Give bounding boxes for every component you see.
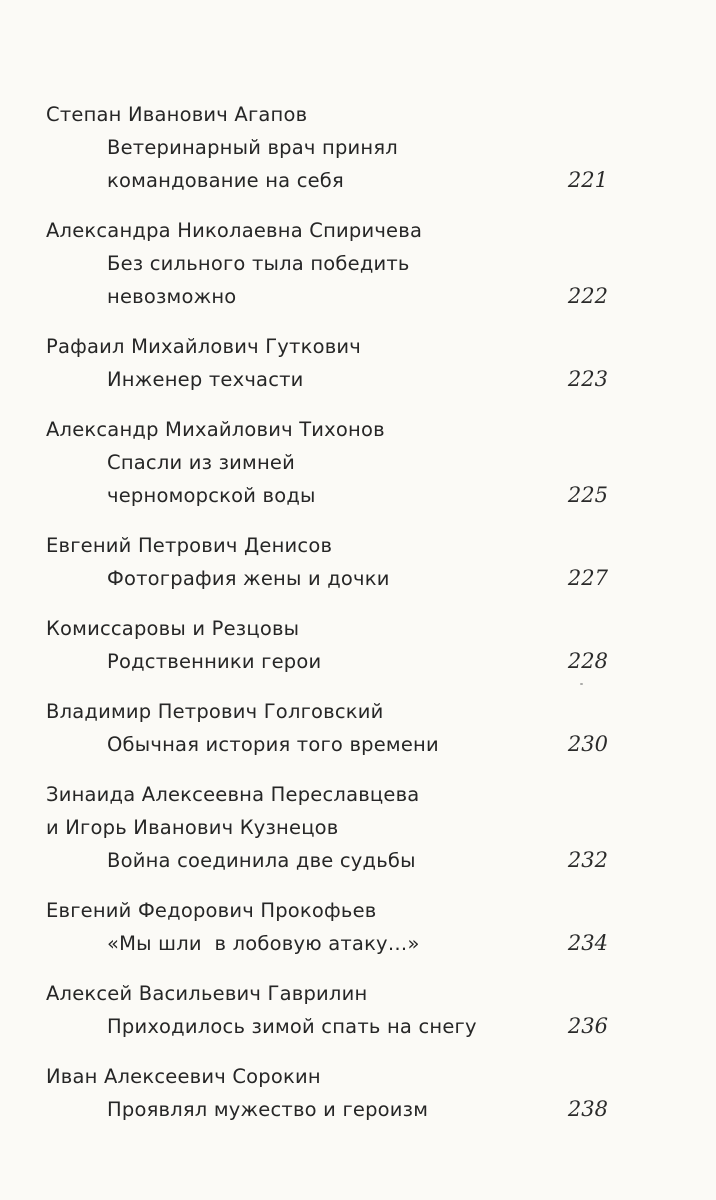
toc-entry [46,695,616,761]
paper-speck [580,683,583,685]
entry-title: Родственники герои [107,650,322,673]
entry-page-number: 228 [567,649,608,673]
entry-title: Спасли из зимней черноморской воды [107,451,316,507]
entry-title-row [46,446,616,512]
entry-page-number: 222 [567,284,608,308]
entry-author: Александра Николаевна Спиричева [46,219,423,242]
entry-author: Иван Алексеевич Сорокин [46,1065,321,1088]
entry-page-number: 230 [567,732,608,756]
entry-title: Фотография жены и дочки [107,567,390,590]
entry-title: «Мы шли в лобовую атаку…» [107,932,420,955]
entry-page-number: 232 [567,848,608,872]
entry-author: Рафаил Михайлович Гуткович [46,335,361,358]
toc-entry [46,529,616,595]
entry-author: Евгений Федорович Прокофьев [46,899,377,922]
entry-title: Инженер техчасти [107,368,304,391]
entry-author: Алексей Васильевич Гаврилин [46,982,368,1005]
toc-entry [46,413,616,512]
entry-title-row [46,562,616,595]
entry-title: Война соединила две судьбы [107,849,416,872]
toc-entry [46,330,616,396]
entry-author: Зинаида Алексеевна Переславцева и Игорь Иванович Кузнецов [46,783,420,839]
entry-title-row [46,844,616,877]
entry-title-row [46,728,616,761]
toc-entry [46,894,616,960]
entry-page-number: 223 [567,367,608,391]
entry-title-row [46,1010,616,1043]
entry-title: Проявлял мужество и героизм [107,1098,429,1121]
toc-entry [46,778,616,877]
entry-page-number: 236 [567,1014,608,1038]
table-of-contents [46,98,616,1143]
entry-author: Александр Михайлович Тихонов [46,418,385,441]
entry-page-number: 227 [567,566,608,590]
entry-title-row [46,1093,616,1126]
entry-author: Степан Иванович Агапов [46,103,308,126]
entry-title: Ветеринарный врач принял командование на себя [107,136,398,192]
entry-page-number: 234 [567,931,608,955]
toc-entry [46,1060,616,1126]
entry-author: Комиссаровы и Резцовы [46,617,300,640]
toc-entry [46,98,616,197]
entry-page-number: 225 [567,483,608,507]
entry-title-row [46,363,616,396]
entry-author: Евгений Петрович Денисов [46,534,333,557]
entry-title-row [46,247,616,313]
entry-title: Приходилось зимой спать на снегу [107,1015,477,1038]
entry-title-row [46,131,616,197]
entry-title: Без сильного тыла победить невозможно [107,252,410,308]
entry-title-row [46,927,616,960]
entry-title: Обычная история того времени [107,733,439,756]
entry-author: Владимир Петрович Голговский [46,700,384,723]
entry-title-row [46,645,616,678]
toc-entry [46,214,616,313]
toc-entry [46,977,616,1043]
entry-page-number: 238 [567,1097,608,1121]
entry-page-number: 221 [567,168,608,192]
toc-entry [46,612,616,678]
